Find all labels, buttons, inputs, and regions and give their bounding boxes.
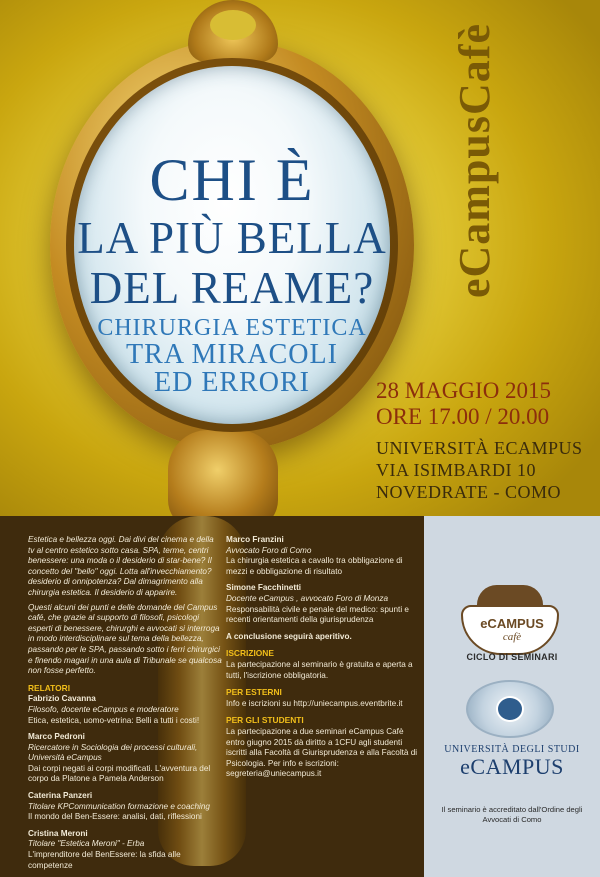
speaker-name: Marco Franzini [226,535,284,544]
title-line-1: CHI È [149,147,315,213]
mirror-handle-collar [168,430,278,516]
title-line-3: DEL REAME? [89,263,375,313]
subtitle-line-1: CHIRURGIA ESTETICA [97,315,367,341]
program-column-right [226,535,421,780]
speaker-role: Avvocato Foro di Como [226,545,312,555]
speaker-role: Docente eCampus , avvocato Foro di Monza [226,593,389,603]
cafe-logo-subtext: cafè [502,631,522,643]
ecampus-cafe-logo [451,585,569,657]
speaker-name: Simone Facchinetti [226,583,302,593]
venue-street: VIA ISIMBARDI 10 [376,460,537,480]
speaker-topic: Etica, estetica, uomo-vetrina: Belli a tutti i costi! [28,715,200,725]
series-label: CICLO DI SEMINARI [466,652,558,662]
venue-city: NOVEDRATE - COMO [376,482,561,502]
university-label: UNIVERSITÀ DEGLI STUDI [444,744,580,755]
event-time: ORE 17.00 / 20.00 [376,404,550,429]
studenti-heading: PER GLI STUDENTI [226,715,304,726]
esterni-text[interactable]: Info e iscrizioni su http://uniecampus.eventbrite.it [226,698,403,708]
speaker-role: Titolare "Estetica Meroni" - Erba [28,839,145,849]
venue-name: UNIVERSITÀ ECAMPUS [376,438,583,458]
seal-emblem [496,696,524,722]
brand-vertical-title: eCampusCafè [450,23,499,298]
aperitivo-note: A conclusione seguirà aperitivo. [226,631,352,641]
speaker-topic: L'imprenditore del BenEssere: la sfida alle competenze [28,850,181,870]
intro-text: Estetica e bellezza oggi. Dai divi del cinema e della tv al centro estetico sotto casa. SPA, terme, centri benessere: una moda o il desiderio di star-bene? Il concetto del "bello" oggi. Lotta all'invecchiamento? desiderio di onnipotenza? Dal dimagrimento alla chirurgia estetica. Il desiderio di apparire. [28,535,214,597]
speaker-topic: La chirurgia estetica a cavallo tra obbligazione di mezzi e obbligazione di risultato [226,556,403,576]
cup-icon [461,605,559,655]
cafe-logo-text: eCAMPUS [480,616,544,631]
speaker-item [226,583,421,625]
speaker-topic: Dai corpi negati ai corpi modificati. L'avventura del corpo da Platone a Pamela Anderson [28,763,211,784]
iscrizione-text: La partecipazione al seminario è gratuita e aperta a tutti, l'iscrizione obbligatoria. [226,659,413,680]
speaker-topic: Il mondo del Ben-Essere: analisi, dati, riflessioni [28,812,202,822]
speaker-item [28,829,222,871]
subtitle-line-3: ED ERRORI [154,367,310,398]
mirror-crown-opening [210,10,256,40]
studenti-text: La partecipazione a due seminari eCampus Cafè entro giugno 2015 dà diritto a 1CFU agli studenti iscritti alla Facoltà di Giurisprudenza e alla Facoltà di Psicologia. Per info e iscrizioni: [226,726,418,768]
speaker-role: Ricercatore in Sociologia dei processi culturali, Università eCampus [28,742,198,763]
speaker-item [28,732,222,785]
speaker-item [28,694,222,726]
studenti-email[interactable]: segreteria@uniecampus.it [226,769,322,779]
university-seal-icon [466,680,554,738]
speaker-role: Filosofo, docente eCampus e moderatore [28,704,179,714]
iscrizione-heading: ISCRIZIONE [226,648,274,659]
cup-lid-icon [477,585,543,607]
speaker-name: Fabrizio Cavanna [28,694,96,704]
event-date: 28 MAGGIO 2015 [376,378,552,403]
speaker-item [226,535,421,577]
speaker-name: Marco Pedroni [28,732,85,742]
accreditation-note: Il seminario è accreditato dall'Ordine degli Avvocati di Como [441,805,583,824]
intro-text-2: Questi alcuni dei punti e delle domande del Campus café, che grazie al supporto di filosofi, psicologi esperti di benessere, chirurghi e avvocati si interroga in modo interdisciplinare sul tema della bellezza, passando per le SPA, passando sotto i ferri chirurgici e finendo magari in una aula di Tribunale se qualcosa non fosse perfetto. [28,602,222,676]
title-line-2: LA PIÙ BELLA [77,213,387,263]
esterni-heading: PER ESTERNI [226,687,282,698]
program-column-left [28,535,222,877]
speaker-role: Titolare KPCommunication formazione e coaching [28,801,210,811]
speaker-topic: Responsabilità civile e penale del medico: spunti e recenti orientamenti della giurisprudenza [226,604,409,625]
speaker-item [28,791,222,823]
university-name: eCAMPUS [460,754,564,779]
speaker-name: Caterina Panzeri [28,791,93,801]
subtitle-line-2: TRA MIRACOLI [126,339,338,370]
speaker-name: Cristina Meroni [28,828,88,838]
relatori-heading: RELATORI [28,682,71,693]
